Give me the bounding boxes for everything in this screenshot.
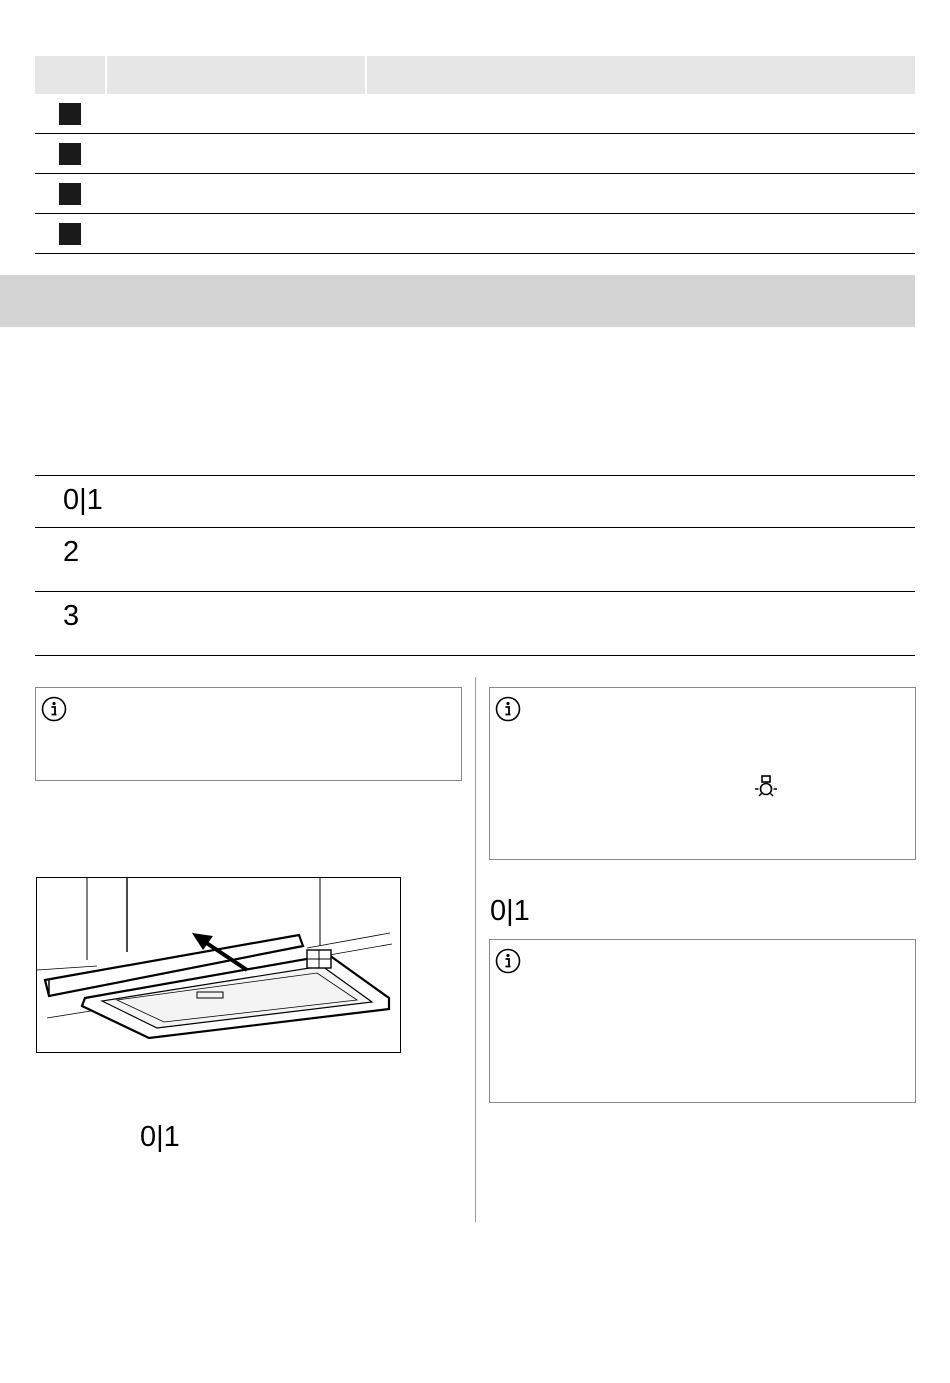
hood-pull-out-figure — [36, 877, 401, 1053]
table-row — [35, 528, 915, 592]
black-square-marker — [59, 223, 81, 245]
header-cell-2 — [107, 56, 367, 94]
speed-3-symbol: 3 — [63, 600, 80, 632]
top-table-header — [35, 56, 915, 94]
table-row — [35, 214, 915, 254]
info-icon — [495, 696, 521, 722]
column-divider — [475, 677, 476, 1222]
table-row — [35, 476, 915, 528]
table-row — [35, 592, 915, 656]
header-cell-1 — [35, 56, 107, 94]
on-off-symbol-inline: 0|1 — [140, 1121, 180, 1153]
table-row — [35, 94, 915, 134]
black-square-marker — [59, 183, 81, 205]
on-off-symbol: 0|1 — [63, 484, 103, 516]
info-icon — [495, 948, 521, 974]
hood-illustration — [37, 878, 400, 1052]
speed-2-symbol: 2 — [63, 536, 80, 568]
section-header-band — [0, 275, 915, 327]
light-bulb-icon — [753, 774, 779, 804]
info-icon — [41, 696, 67, 722]
table-row — [35, 174, 915, 214]
symbol-table — [35, 475, 915, 656]
info-box-right-top — [489, 687, 916, 860]
info-box-right-bottom — [489, 939, 916, 1103]
top-table — [35, 56, 915, 254]
table-row — [35, 134, 915, 174]
on-off-symbol-heading: 0|1 — [490, 895, 530, 927]
header-cell-3 — [367, 56, 915, 94]
black-square-marker — [59, 103, 81, 125]
info-box-left — [35, 687, 462, 781]
black-square-marker — [59, 143, 81, 165]
